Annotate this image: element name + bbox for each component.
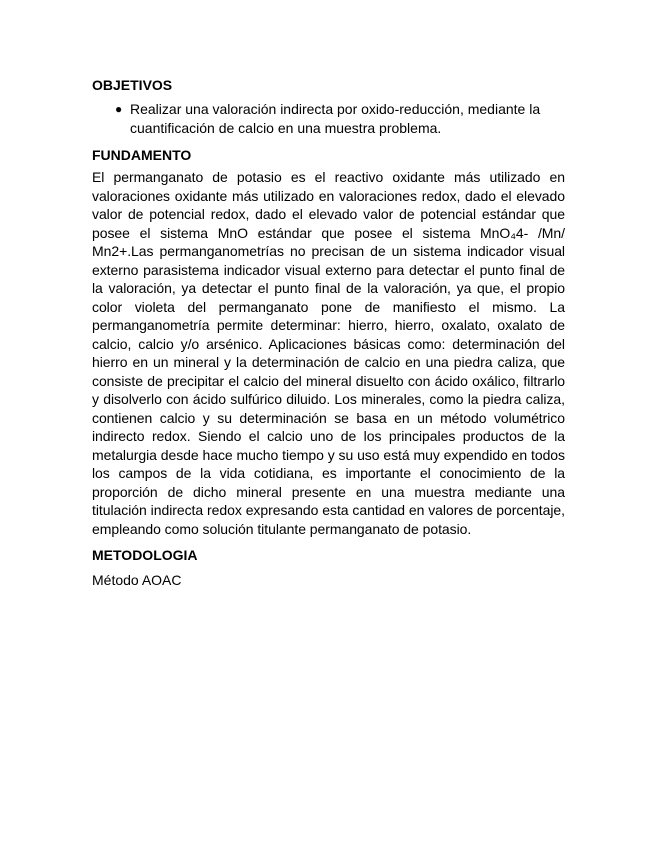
fundamento-paragraph: El permanganato de potasio es el reactivo oxidante más utilizado en valoraciones oxidante más utilizado en valoraciones redox, dado el elevado valor de potencial redox, dado el elevado valor de potencial estándar que posee el sistema MnO estándar que posee el sistema MnO₄4- /Mn/ Mn2+.Las permanganometrías no precisan de un sistema indicador visual externo parasistema indicador visual externo para detectar el punto final de la valoración, ya detectar el punto final de la valoración, ya que, el propio color violeta del permanganato pone de manifiesto el mismo. La permanganometría permite determinar: hierro, hierro, oxalato, oxalato de calcio, calcio y/o arsénico. Aplicaciones básicas como: determinación del hierro en un mineral y la determinación de calcio en una piedra caliza, que consiste de precipitar el calcio del mineral disuelto con ácido oxálico, filtrarlo y disolverlo con ácido sulfúrico diluido. Los minerales, como la piedra caliza, contienen calcio y su determinación se basa en un método volumétrico indirecto redox. Siendo el calcio uno de los principales productos de la metalurgia desde hace mucho tiempo y su uso está muy expendido en todos los campos de la vida cotidiana, es importante el conocimiento de la proporción de dicho mineral presente en una muestra mediante una titulación indirecta redox expresando esta cantidad en valores de porcentaje, empleando como solución titulante permanganato de potasio. — [92, 169, 565, 537]
objetivo-text: Realizar una valoración indirecta por oxido-reducción, mediante la cuantificación de calcio en una muestra problema. — [130, 101, 541, 136]
objetivos-list — [92, 100, 565, 138]
metodologia-text: Método AOAC — [92, 572, 182, 588]
metodologia-heading: METODOLOGIA — [92, 547, 198, 563]
objetivos-heading: OBJETIVOS — [92, 77, 173, 93]
fundamento-heading: FUNDAMENTO — [92, 147, 192, 163]
document-page — [92, 76, 565, 589]
bullet-icon: ● — [115, 102, 123, 116]
objetivo-item — [92, 100, 565, 138]
